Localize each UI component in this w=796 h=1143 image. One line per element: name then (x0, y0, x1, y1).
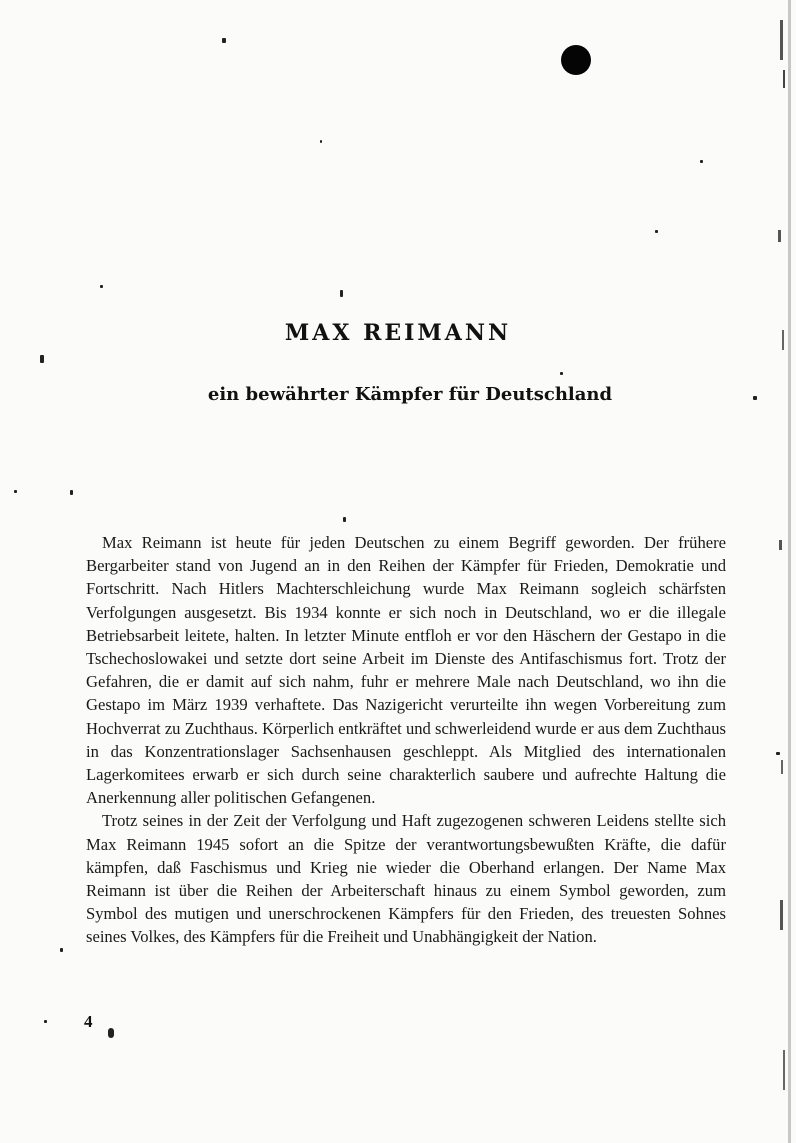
paragraph: Trotz seines in der Zeit der Verfolgung und Haft zugezogenen schweren Leidens stellte sich Max Reimann 1945 sofort an die Spitze der verantwortungsbewußten Kräfte, die dafür kämpfen, daß Faschismus und Krieg nie wieder die Oberhand erlangen. Der Name Max Reimann ist über die Reihen der Arbeiterschaft hinaus zu einem Symbol geworden, zum Symbol des mutigen und unerschrockenen Kämpfers für den Frieden, des treuesten Sohnes seines Volkes, des Kämpfers für die Freiheit und Unabhängigkeit der Nation. (86, 811, 726, 947)
scan-speck (60, 948, 63, 952)
document-subtitle: ein bewährter Kämpfer für Deutschland (207, 384, 613, 405)
document-title: MAX REIMANN (284, 320, 512, 346)
scan-speck (343, 517, 346, 522)
scan-speck (222, 38, 226, 43)
scan-speck (44, 1020, 47, 1023)
scan-speck (560, 372, 563, 375)
scan-speck (776, 752, 780, 755)
scan-speck (340, 290, 343, 297)
scan-speck (70, 490, 73, 495)
scan-speck (40, 355, 44, 363)
scan-speck (655, 230, 658, 233)
scan-speck (320, 140, 322, 143)
article-body (86, 531, 726, 949)
scan-speck (100, 285, 103, 288)
page-number: 4 (84, 1012, 93, 1031)
scan-speck (700, 160, 703, 163)
paragraph: Max Reimann ist heute für jeden Deutschen zu einem Begriff geworden. Der frühere Bergarbeiter stand von Jugend an in den Reihen der Kämpfer für Frieden, Demokratie und Fortschritt. Nach Hitlers Machterschleichung wurde Max Reimann sogleich schärfsten Verfolgungen ausgesetzt. Bis 1934 konnte er sich noch in Deutschland, wo er die illegale Betriebsarbeit leitete, halten. In letzter Minute entfloh er vor den Häschern der Gestapo in die Tschechoslowakei und setzte dort seine Arbeit im Dienste des Antifaschismus fort. Trotz der Gefahren, die er damit auf sich nahm, fuhr er mehrere Male nach Deutschland, wo ihn die Gestapo im März 1939 verhaftete. Das Nazigericht verurteilte ihn wegen Vorbereitung zum Hochverrat zu Zuchthaus. Körperlich entkräftet und schwerleidend wurde er aus dem Zuchthaus in das Konzentrationslager Sachsenhausen geschleppt. Als Mitglied des internationalen Lagerkomitees erwarb er sich durch seine charakterlich saubere und aufrechte Haltung die Anerkennung aller politischen Gefangenen. (86, 533, 726, 808)
punch-hole (561, 45, 591, 75)
scanned-page-edge (774, 0, 796, 1143)
scan-speck (108, 1028, 114, 1038)
scan-speck (14, 490, 17, 493)
